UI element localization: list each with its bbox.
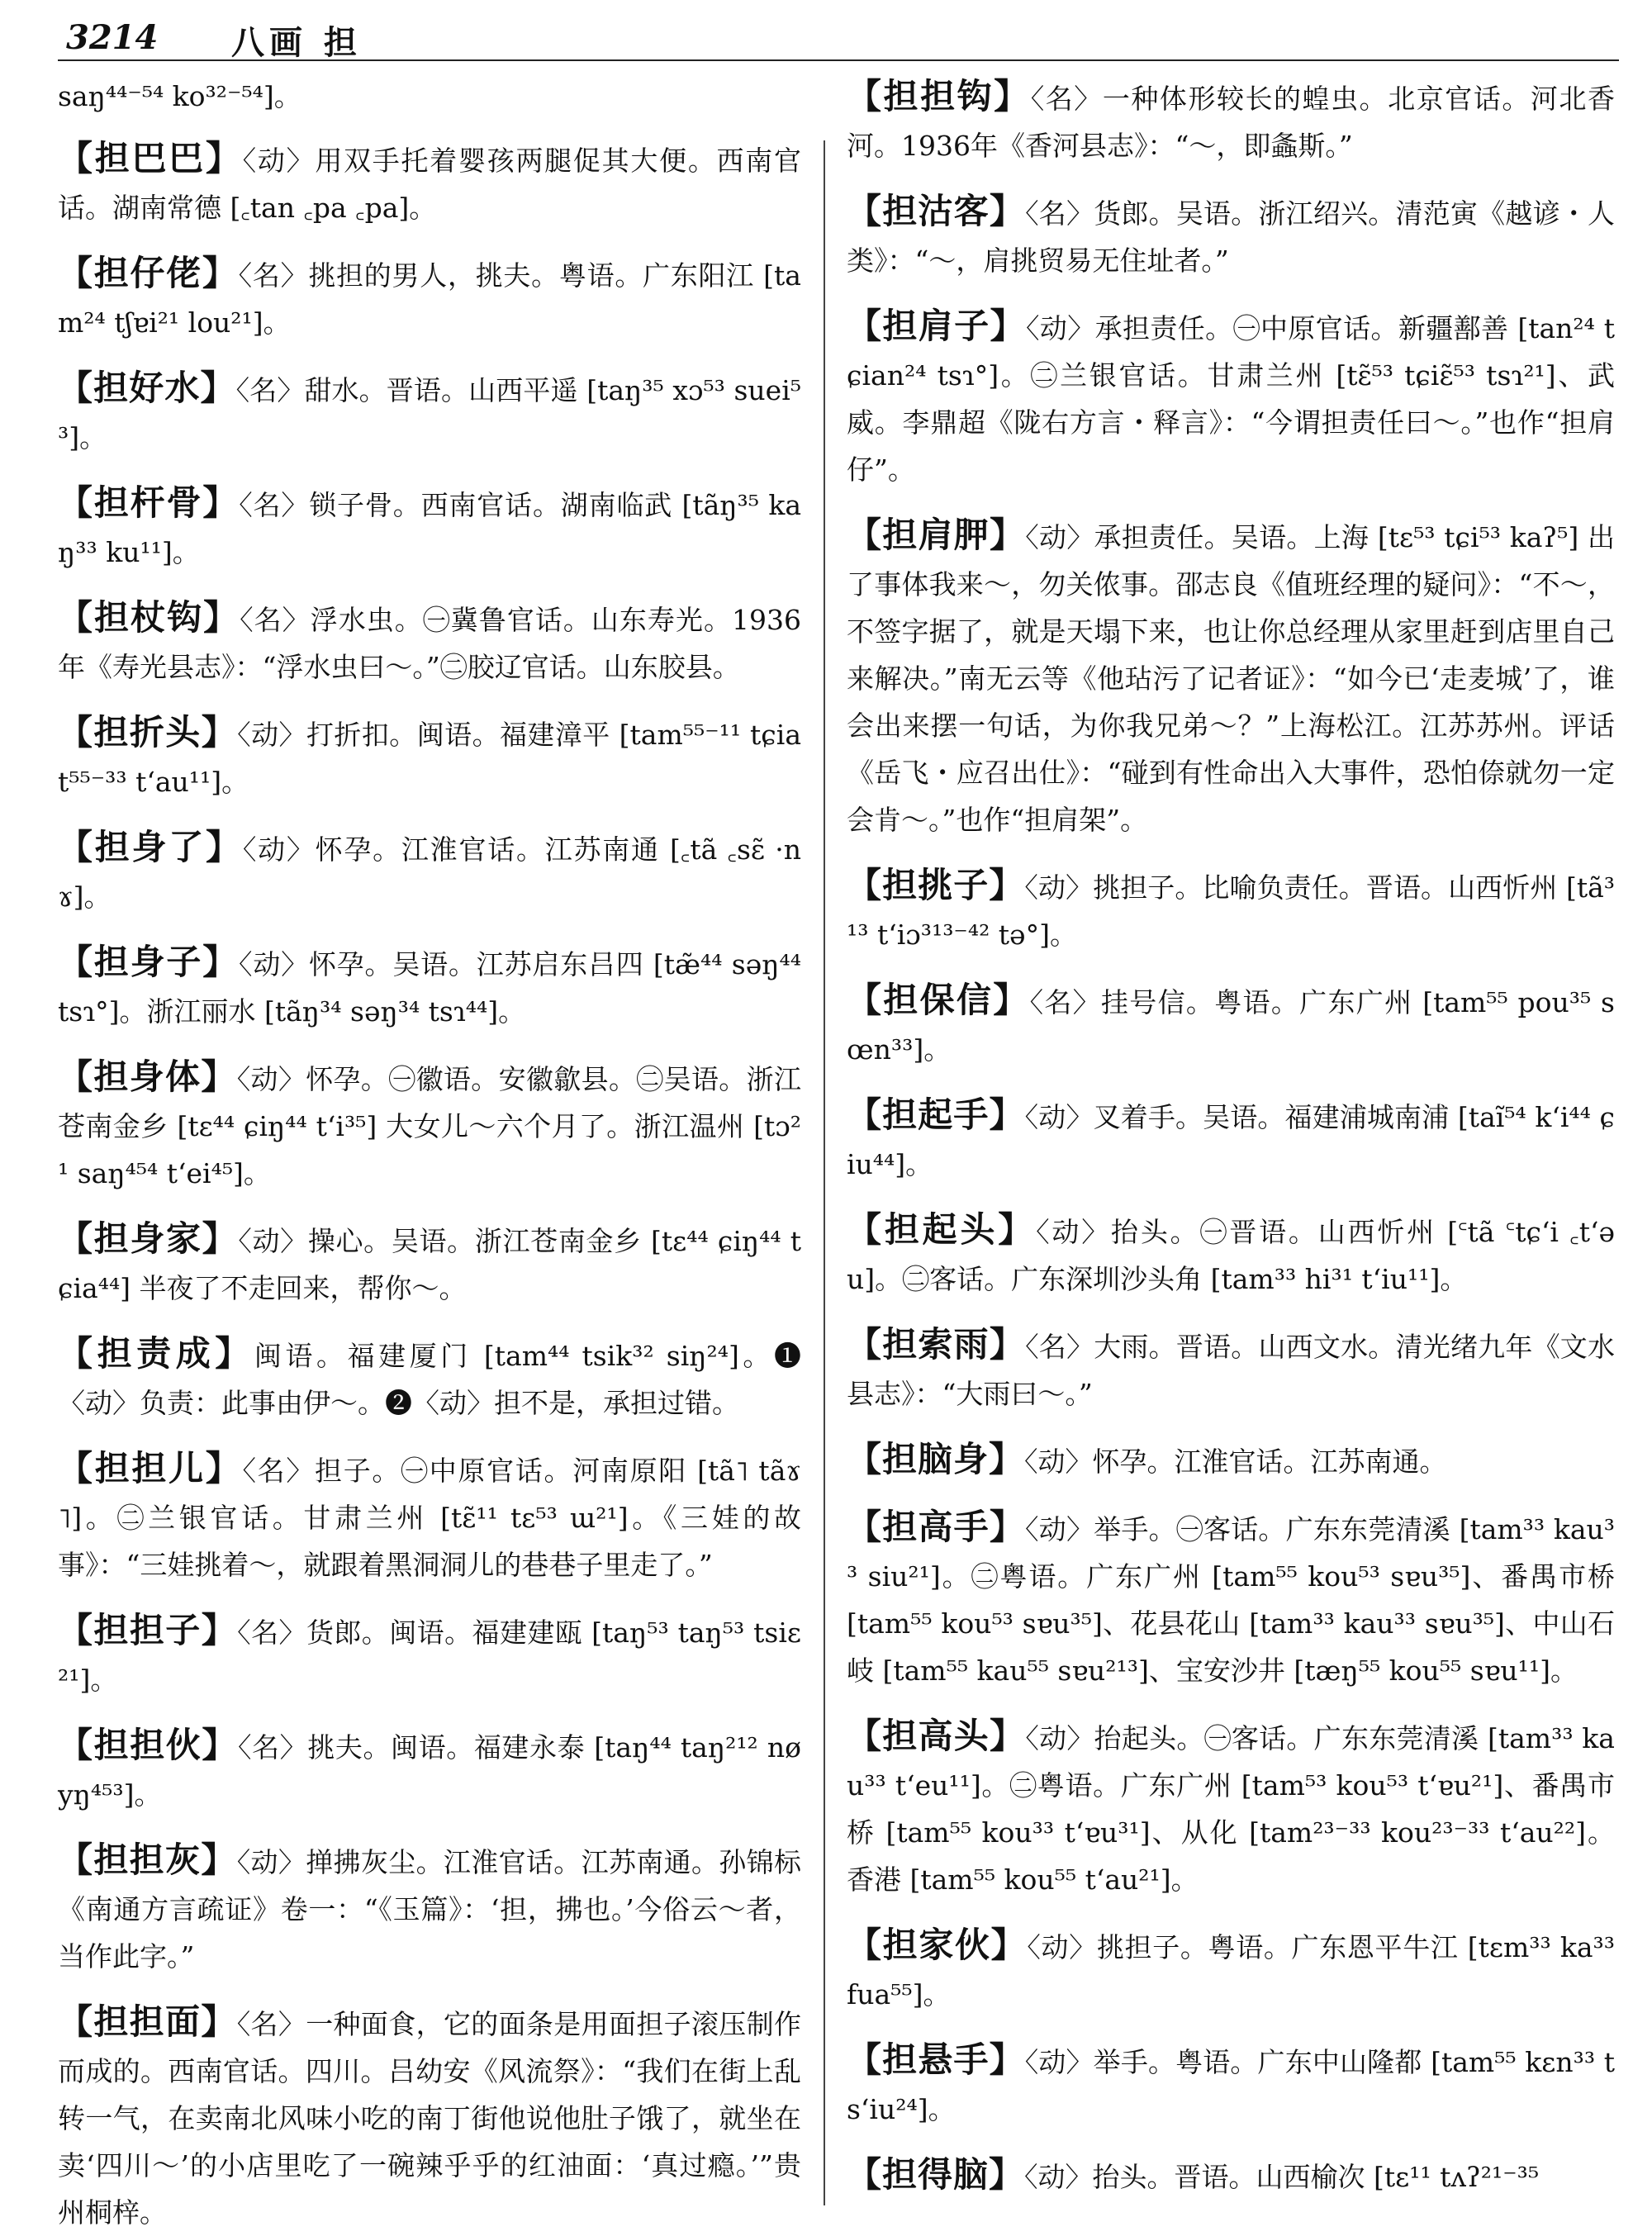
dictionary-entry (847, 302, 1615, 493)
entry-headword: 【担起手】 (847, 1094, 1025, 1135)
entry-definition: 〈动〉挑担子。粤语。广东恩平牛江 [tɛm³³ ka³³ fua⁵⁵]。 (847, 1931, 1615, 2011)
entry-definition: 〈动〉怀孕。㊀徽语。安徽歙县。㊁吴语。浙江苍南金乡 [tɛ⁴⁴ ɕiŋ⁴⁴ tʻi³⁵] 大女儿～六个月了。浙江温州 [tɔ²¹ saŋ⁴⁵⁴ tʻei⁴⁵]。 (58, 1063, 801, 1189)
entry-headword: 【担挑子】 (847, 865, 1025, 905)
entry-definition: 〈名〉挑担的男人，挑夫。粤语。广东阳江 [tam²⁴ tʃɐi²¹ lou²¹]。 (58, 259, 801, 339)
entry-headword: 【担巴巴】 (58, 138, 243, 178)
dictionary-entry (58, 1607, 801, 1703)
entry-headword: 【担好水】 (58, 368, 236, 408)
dictionary-entry (847, 511, 1615, 843)
dictionary-entry (58, 938, 801, 1035)
dictionary-entry (847, 1091, 1615, 1188)
entry-definition: 〈动〉操心。吴语。浙江苍南金乡 [tɛ⁴⁴ ɕiŋ⁴⁴ tɕia⁴⁴] 半夜了不走回来，帮你～。 (58, 1225, 801, 1304)
dictionary-entry (58, 1215, 801, 1312)
entry-headword: 【担家伙】 (847, 1925, 1028, 1965)
entry-headword: 【担索雨】 (847, 1324, 1026, 1365)
entry-definition: 〈动〉承担责任。㊀中原官话。新疆鄯善 [tan²⁴ tɕian²⁴ tsɿ°]。㊁兰银官话。甘肃兰州 [tɛ̃⁵³ tɕiɛ̃⁵³ tsɿ²¹]、武威。李鼎超《陇右方言・释言》：“今谓担责任曰～。”也作“担肩仔”。 (847, 312, 1615, 486)
entry-headword: 【担身家】 (58, 1218, 239, 1259)
entry-headword: 【担折头】 (58, 712, 238, 752)
entry-headword: 【担肩子】 (847, 306, 1026, 346)
entry-definition: 〈名〉浮水虫。㊀冀鲁官话。山东寿光。1936年《寿光县志》：“浮水虫曰～。”㊁胶辽官话。山东胶县。 (58, 604, 801, 683)
entry-headword: 【担担子】 (58, 1610, 238, 1650)
dictionary-entry (847, 73, 1615, 169)
entry-definition: 〈名〉锁子骨。西南官话。湖南临武 [tãŋ³⁵ kaŋ³³ ku¹¹]。 (58, 489, 801, 568)
entry-definition: 〈名〉一种体形较长的蝗虫。北京官话。河北香河。1936年《香河县志》：“～，即螽斯。” (847, 83, 1615, 162)
entry-headword: 【担脑身】 (847, 1439, 1025, 1479)
dictionary-entry (847, 2036, 1615, 2133)
entry-definition: 闽语。福建厦门 [tam⁴⁴ tsik³² siŋ²⁴]。❶〈动〉负责：此事由伊～。❷〈动〉担不是，承担过错。 (58, 1340, 801, 1419)
page-header (58, 12, 1619, 61)
entry-headword: 【担担儿】 (58, 1448, 243, 1488)
dictionary-entry (58, 249, 801, 346)
dictionary-entry (847, 976, 1615, 1073)
entry-headword: 【担肩胛】 (847, 515, 1026, 555)
dictionary-entry (58, 479, 801, 576)
entry-definition: 〈名〉货郎。闽语。福建建瓯 [taŋ⁵³ taŋ⁵³ tsiɛ²¹]。 (58, 1616, 801, 1696)
entry-continuation (58, 73, 801, 120)
entry-definition: 〈名〉担子。㊀中原官话。河南原阳 [tã˥ tãɤ˥]。㊁兰银官话。甘肃兰州 [tɛ̃¹¹ tɛ⁵³ ɯ²¹]。《三娃的故事》：“三娃挑着～，就跟着黑洞洞儿的巷巷子里走了。” (58, 1455, 801, 1581)
header-title: 八画 担 (231, 23, 362, 62)
right-column (847, 73, 1615, 2212)
entry-definition: 〈动〉怀孕。江淮官话。江苏南通 [꜀tã ꜀sɛ̃ ·nɤ]。 (58, 833, 801, 913)
entry-definition: 〈名〉一种面食，它的面条是用面担子滚压制作而成的。西南官话。四川。吕幼安《风流祭》：“我们在街上乱转一气，在卖南北风味小吃的南丁街他说他肚子饿了，就坐在卖‘四川～’的小店里吃了一碗辣乎乎的红油面：‘真过瘾。’”贵州桐梓。 (58, 2008, 801, 2229)
entry-headword: 【担担钩】 (847, 76, 1031, 116)
entry-definition: 〈动〉掸拂灰尘。江淮官话。江苏南通。孙锦标《南通方言疏证》卷一：“《玉篇》：‘担，拂也。’今俗云～者，当作此字。” (58, 1846, 801, 1973)
entry-headword: 【担身子】 (58, 942, 240, 982)
entry-definition: 〈动〉打折扣。闽语。福建漳平 [tam⁵⁵⁻¹¹ tɕiat⁵⁵⁻³³ tʻau¹¹]。 (58, 719, 801, 798)
entry-headword: 【担身了】 (58, 827, 243, 867)
dictionary-entry (58, 1053, 801, 1197)
dictionary-entry (847, 1503, 1615, 1694)
entry-definition: 〈动〉抬头。㊀晋语。山西忻州 [꜂tã ꜂tɕʻi ꜀tʻəu]。㊁客话。广东深圳沙头角 [tam³³ hi³¹ tʻiu¹¹]。 (847, 1216, 1615, 1295)
entry-definition: 〈动〉挑担子。比喻负责任。晋语。山西忻州 [tã³¹³ tʻiɔ³¹³⁻⁴² tə°]。 (847, 871, 1615, 951)
dictionary-entry (847, 1712, 1615, 1903)
entry-headword: 【担得脑】 (847, 2154, 1025, 2195)
dictionary-entry (58, 1836, 801, 1980)
dictionary-entry (58, 1998, 801, 2236)
dictionary-entry (58, 1721, 801, 1818)
page-number: 3214 (66, 18, 159, 57)
entry-definition: saŋ⁴⁴⁻⁵⁴ ko³²⁻⁵⁴]。 (58, 80, 301, 112)
dictionary-entry (847, 1921, 1615, 2018)
entry-headword: 【担担伙】 (58, 1725, 238, 1765)
entry-definition: 〈名〉货郎。吴语。浙江绍兴。清范寅《越谚・人类》：“～，肩挑贸易无住址者。” (847, 197, 1615, 277)
entry-headword: 【担仔佬】 (58, 253, 239, 293)
dictionary-entry (58, 1330, 801, 1427)
entry-headword: 【担沽客】 (847, 191, 1026, 231)
entry-definition: 〈动〉用双手托着婴孩两腿促其大便。西南官话。湖南常德 [꜀tan ꜀pa ꜀pa]。 (58, 145, 801, 224)
dictionary-entry (847, 862, 1615, 958)
dictionary-entry (847, 2151, 1615, 2200)
dictionary-entry (58, 135, 801, 231)
entry-headword: 【担担灰】 (58, 1840, 237, 1880)
entry-headword: 【担杆骨】 (58, 482, 240, 523)
entry-headword: 【担悬手】 (847, 2039, 1025, 2080)
dictionary-entry (58, 364, 801, 461)
entry-definition: 〈动〉抬头。晋语。山西榆次 [tɛ¹¹ tʌʔ²¹⁻³⁵ (1024, 2161, 1540, 2193)
entry-headword: 【担身体】 (58, 1056, 237, 1097)
dictionary-entry (58, 1445, 801, 1588)
dictionary-entry (847, 1321, 1615, 1417)
dictionary-entry (847, 188, 1615, 284)
entry-definition: 〈动〉怀孕。吴语。江苏启东吕四 [tæ̃⁴⁴ səŋ⁴⁴ tsɿ°]。浙江丽水 [tãŋ³⁴ səŋ³⁴ tsɿ⁴⁴]。 (58, 948, 801, 1028)
column-divider (824, 140, 825, 2205)
dictionary-entry (847, 1436, 1615, 1485)
dictionary-entry (847, 1206, 1615, 1303)
dictionary-entry (58, 594, 801, 691)
entry-definition: 〈名〉甜水。晋语。山西平遥 [taŋ³⁵ xɔ⁵³ suei⁵³]。 (58, 374, 801, 453)
entry-headword: 【担保信】 (847, 980, 1030, 1020)
dictionary-entry (58, 709, 801, 805)
entry-definition: 〈动〉举手。㊀客话。广东东莞清溪 [tam³³ kau³³ siu²¹]。㊁粤语。广东广州 [tam⁵⁵ kou⁵³ sɐu³⁵]、番禺市桥 [tam⁵⁵ kou⁵³ sɐu³⁵]、花县花山 [tam³³ kau³³ sɐu³⁵]、中山石岐 [tam⁵⁵ kau⁵⁵ sɐu²¹³]、宝安沙井 [tæŋ⁵⁵ kou⁵⁵ sɐu¹¹]。 (847, 1513, 1615, 1687)
entry-definition: 〈名〉挂号信。粤语。广东广州 [tam⁵⁵ pou³⁵ sœn³³]。 (847, 986, 1615, 1066)
entry-definition: 〈动〉抬起头。㊀客话。广东东莞清溪 [tam³³ kau³³ tʻeu¹¹]。㊁粤语。广东广州 [tam⁵³ kou⁵³ tʻɐu²¹]、番禺市桥 [tam⁵⁵ kou³³ tʻɐu³¹]、从化 [tam²³⁻³³ kou²³⁻³³ tʻau²²]。香港 [tam⁵⁵ kou⁵⁵ tʻau²¹]。 (847, 1722, 1615, 1896)
entry-definition: 〈动〉怀孕。江淮官话。江苏南通。 (1024, 1446, 1447, 1478)
entry-headword: 【担起头】 (847, 1209, 1037, 1250)
left-column (58, 73, 801, 2229)
entry-headword: 【担高头】 (847, 1716, 1026, 1756)
dictionary-entry (58, 824, 801, 920)
entry-headword: 【担杖钩】 (58, 597, 240, 638)
entry-definition: 〈名〉挑夫。闽语。福建永泰 [taŋ⁴⁴ taŋ²¹² nøyŋ⁴⁵³]。 (58, 1731, 801, 1811)
entry-headword: 【担担面】 (58, 2001, 237, 2042)
entry-definition: 〈动〉叉着手。吴语。福建浦城南浦 [taĩ⁵⁴ kʻi⁴⁴ ɕiu⁴⁴]。 (847, 1101, 1615, 1180)
entry-headword: 【担高手】 (847, 1507, 1026, 1547)
entry-definition: 〈名〉大雨。晋语。山西文水。清光绪九年《文水县志》：“大雨曰～。” (847, 1331, 1615, 1410)
entry-headword: 【担责成】 (58, 1333, 254, 1374)
entry-definition: 〈动〉举手。粤语。广东中山隆都 [tam⁵⁵ kɛn³³ tsʻiu²⁴]。 (847, 2046, 1615, 2125)
entry-definition: 〈动〉承担责任。吴语。上海 [tɛ⁵³ tɕi⁵³ kaʔ⁵] 出了事体我来～，勿关侬事。邵志良《值班经理的疑问》：“不～，不签字据了，就是天塌下来，也让你总经理从家里赶到店里自己来解决。”南无云等《他玷污了记者证》：“如今已‘走麦城’了，谁会出来摆一句话，为你我兄弟～？”上海松江。江苏苏州。评话《岳飞・应召出仕》：“碰到有性命出入大事件，恐怕倷就勿一定会肯～。”也作“担肩架”。 (847, 521, 1615, 836)
